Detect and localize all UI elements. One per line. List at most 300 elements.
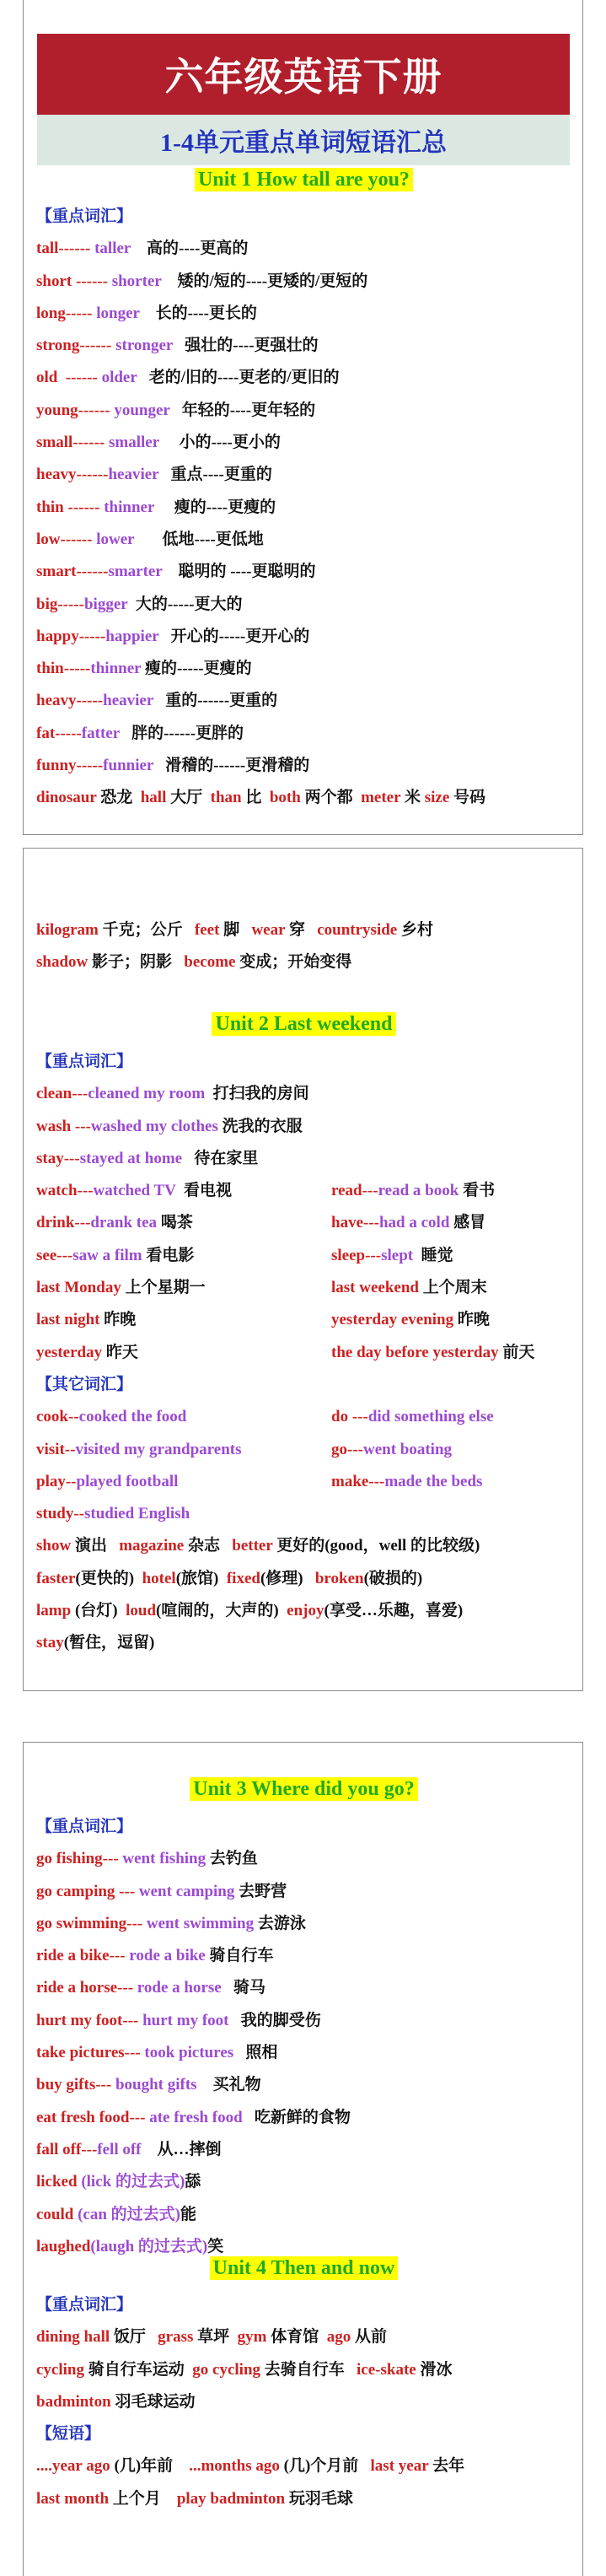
vocab-line — [36, 1843, 576, 1875]
english-term: shorter — [111, 272, 162, 290]
vocab-line — [36, 459, 576, 491]
english-term: thin ------ — [36, 498, 105, 516]
english-term: go--- — [331, 1440, 363, 1458]
english-term: studied English — [84, 1505, 190, 1523]
english-term: went boating — [362, 1440, 453, 1458]
english-term: ice-skate — [357, 2360, 416, 2379]
english-term: young------ — [36, 401, 115, 419]
english-term: go camping --- — [36, 1882, 139, 1900]
chinese-meaning: 去骑自行车 — [260, 2360, 357, 2379]
english-term: slept — [381, 1246, 414, 1264]
vocab-line — [36, 2321, 576, 2353]
english-term: thin----- — [36, 660, 91, 678]
english-term: shadow — [36, 953, 88, 972]
english-term: go swimming--- — [36, 1914, 147, 1932]
vocab-line — [36, 2354, 576, 2386]
chinese-meaning: 骑马 — [221, 1979, 265, 1997]
unit-1-vocab-continued — [36, 914, 576, 979]
english-term: ....year ago — [36, 2457, 110, 2476]
chinese-meaning: 重的------更重的 — [153, 692, 278, 710]
vocab-line — [36, 1175, 576, 1207]
english-term: ate fresh food — [149, 2108, 243, 2126]
vocab-line — [36, 1078, 576, 1110]
english-term: lamp — [36, 1602, 72, 1620]
english-term: become — [184, 953, 236, 972]
vocab-line — [36, 782, 576, 814]
chinese-meaning: 看电视 — [175, 1182, 233, 1200]
chinese-meaning: 低地----更低地 — [134, 530, 264, 548]
chinese-meaning: 前天 — [498, 1343, 535, 1361]
english-term: thinner — [104, 498, 155, 516]
english-term: had a cold — [378, 1214, 450, 1232]
chinese-meaning: 重点----更重的 — [158, 466, 272, 484]
vocab-line — [36, 1940, 576, 1972]
english-term: wear — [251, 921, 286, 939]
english-term: (can 的过去式) — [78, 2205, 181, 2223]
english-term: sleep--- — [331, 1246, 382, 1264]
vocab-line — [36, 1466, 576, 1498]
english-term: play badminton — [176, 2489, 286, 2508]
vocab-line — [36, 1111, 576, 1143]
unit-1-vocab-list — [36, 201, 576, 815]
chinese-meaning: 脚 — [219, 921, 252, 939]
english-term: fell off — [97, 2140, 142, 2158]
vocab-line — [36, 685, 576, 717]
chinese-meaning: 从…摔倒 — [141, 2140, 222, 2158]
chinese-meaning: 演出 — [71, 1537, 120, 1555]
english-term: yesterday — [36, 1343, 103, 1361]
chinese-meaning: 睡觉 — [413, 1246, 453, 1264]
vocab-line — [36, 1972, 576, 2004]
english-term: take pictures--- — [36, 2044, 145, 2062]
chinese-meaning: 大的-----更大的 — [127, 595, 243, 613]
chinese-meaning: 胖的------更胖的 — [119, 724, 244, 742]
chinese-meaning: (旅馆) — [175, 1569, 227, 1587]
english-term: see--- — [36, 1246, 73, 1264]
english-term: dinosaur — [36, 789, 97, 807]
english-term: made the beds — [384, 1472, 483, 1490]
english-term: smarter — [108, 563, 163, 581]
chinese-meaning: (修理) — [260, 1569, 315, 1587]
english-term: better — [232, 1537, 273, 1555]
vocab-line — [36, 266, 576, 298]
english-term: dining hall — [36, 2328, 110, 2347]
chinese-meaning: 感冒 — [449, 1214, 486, 1232]
english-term: kilogram — [36, 921, 99, 939]
english-term: long----- — [36, 304, 97, 322]
chinese-meaning: 小的----更小的 — [158, 434, 281, 452]
english-term: ride a horse--- — [36, 1979, 137, 1997]
english-term: visit-- — [36, 1440, 76, 1458]
vocab-line — [36, 2102, 576, 2134]
english-term: stronger — [115, 337, 173, 355]
english-term: wash --- — [36, 1117, 91, 1135]
english-term: took pictures — [144, 2044, 234, 2062]
english-term: watch--- — [36, 1182, 94, 1200]
english-term: went fishing — [122, 1850, 206, 1868]
chinese-meaning: 饭厅 — [110, 2328, 158, 2347]
vocab-line — [36, 362, 576, 394]
english-term: feet — [194, 921, 220, 939]
vocab-line — [36, 201, 576, 233]
document-subtitle: 1-4单元重点单词短语汇总 — [37, 115, 570, 165]
english-term: big----- — [36, 595, 84, 613]
chinese-meaning: 千克；公斤 — [98, 921, 195, 939]
chinese-meaning: 穿 — [285, 921, 318, 939]
vocab-line — [36, 2386, 576, 2418]
english-term: gym — [237, 2328, 267, 2347]
english-term: low------ — [36, 530, 97, 548]
english-term: stay--- — [36, 1149, 80, 1167]
chinese-meaning: (几)个月前 — [279, 2457, 371, 2476]
english-term: watched TV — [93, 1182, 176, 1200]
vocab-line-second-column — [331, 1272, 487, 1304]
chinese-meaning: 大厅 — [166, 789, 211, 807]
english-term: cycling — [36, 2360, 84, 2379]
vocab-line — [36, 2005, 576, 2037]
english-term: went camping — [138, 1882, 235, 1900]
english-term: hurt my foot--- — [36, 2011, 143, 2029]
english-term: laughed — [36, 2237, 91, 2255]
chinese-meaning: (享受…乐趣，喜爱) — [324, 1602, 464, 1620]
english-term: old ------ — [36, 369, 102, 387]
vocab-line — [36, 233, 576, 265]
english-term: play-- — [36, 1472, 77, 1490]
english-term: hurt my foot — [142, 2011, 229, 2029]
english-term: broken — [314, 1569, 364, 1587]
page-1 — [23, 0, 583, 835]
english-term: (lick 的过去式) — [81, 2173, 185, 2191]
english-term: stay — [36, 1634, 64, 1652]
chinese-meaning: 米 — [400, 789, 425, 807]
chinese-meaning: 更好的(good，well 的比较级) — [272, 1537, 480, 1555]
vocab-line — [36, 946, 576, 978]
english-term: younger — [114, 401, 170, 419]
vocab-line — [36, 2199, 576, 2231]
unit-4-heading: Unit 4 Then and now — [24, 2257, 584, 2280]
unit-4-vocab-list — [36, 2289, 576, 2515]
english-term: the day before yesterday — [331, 1343, 499, 1361]
chinese-meaning: 恐龙 — [96, 789, 141, 807]
vocab-line-second-column — [331, 1207, 485, 1239]
english-term: saw a film — [72, 1246, 142, 1264]
english-term: small------ — [36, 434, 109, 452]
chinese-meaning: 滑稽的------更滑稽的 — [153, 757, 310, 775]
chinese-meaning: 影子；阴影 — [88, 953, 185, 972]
english-term: smart------ — [36, 563, 109, 581]
english-term: last night — [36, 1311, 100, 1329]
chinese-meaning: 体育馆 — [266, 2328, 327, 2347]
english-term: tall------ — [36, 240, 95, 258]
english-term: fatter — [81, 724, 120, 742]
chinese-meaning: (喧闹的，大声的) — [156, 1602, 287, 1620]
vocab-line — [36, 1240, 576, 1272]
chinese-meaning: 草坪 — [193, 2328, 238, 2347]
chinese-meaning: 乡村 — [397, 921, 433, 939]
chinese-meaning: 号码 — [449, 789, 486, 807]
english-term: cook-- — [36, 1408, 79, 1426]
vocab-line — [36, 589, 576, 621]
english-term: study-- — [36, 1505, 85, 1523]
english-term: read a book — [378, 1182, 459, 1200]
vocab-line — [36, 1272, 576, 1304]
unit-2-heading: Unit 2 Last weekend — [24, 1013, 584, 1036]
vocab-line — [36, 492, 576, 524]
chinese-meaning: 老的/旧的----更老的/更旧的 — [137, 369, 340, 387]
english-term: did something else — [367, 1408, 494, 1426]
english-term: older — [101, 369, 137, 387]
vocab-line — [36, 1908, 576, 1940]
english-term: smaller — [109, 434, 159, 452]
chinese-meaning: (台灯) — [71, 1602, 126, 1620]
chinese-meaning: 去游泳 — [254, 1914, 306, 1932]
vocab-line — [36, 1304, 576, 1336]
chinese-meaning: 喝茶 — [157, 1214, 193, 1232]
vocab-line — [36, 2166, 576, 2198]
english-term: yesterday evening — [331, 1311, 454, 1329]
chinese-meaning: 昨晚 — [453, 1311, 490, 1329]
english-term: meter — [361, 789, 401, 807]
section-label: 【其它词汇】 — [36, 1375, 133, 1393]
vocab-line-second-column — [331, 1401, 494, 1433]
chinese-meaning: 变成；开始变得 — [235, 953, 352, 972]
page-3 — [23, 1742, 583, 2576]
chinese-meaning: 去钓鱼 — [206, 1850, 258, 1868]
english-term: washed my clothes — [90, 1117, 218, 1135]
english-term: taller — [94, 240, 131, 258]
english-term: longer — [96, 304, 140, 322]
vocab-line — [36, 1627, 576, 1659]
vocab-line — [36, 1369, 576, 1401]
english-term: have--- — [331, 1214, 379, 1232]
english-term: ago — [326, 2328, 351, 2347]
english-term: rode a bike — [129, 1947, 206, 1965]
english-term: go cycling — [192, 2360, 261, 2379]
section-label: 【重点词汇】 — [36, 207, 133, 225]
chinese-meaning: 舔 — [185, 2173, 201, 2191]
chinese-meaning: 照相 — [233, 2044, 278, 2062]
english-term: heavier — [103, 692, 153, 710]
chinese-meaning: 上个周末 — [418, 1279, 487, 1297]
chinese-meaning: 高的----更高的 — [131, 240, 249, 258]
chinese-meaning: 打扫我的房间 — [205, 1085, 309, 1103]
english-term: make--- — [331, 1472, 385, 1490]
english-term: last month — [36, 2489, 110, 2508]
english-term: than — [210, 789, 242, 807]
vocab-line — [36, 1337, 576, 1369]
page-2 — [23, 848, 583, 1691]
vocab-line-second-column — [331, 1434, 452, 1466]
english-term: lower — [96, 530, 135, 548]
english-term: grass — [158, 2328, 194, 2347]
vocab-line-second-column — [331, 1240, 453, 1272]
vocab-line — [36, 1530, 576, 1562]
chinese-meaning: 看书 — [459, 1182, 496, 1200]
english-term: read--- — [331, 1182, 378, 1200]
english-term: happier — [105, 627, 159, 645]
vocab-line — [36, 2483, 576, 2515]
chinese-meaning: 买礼物 — [196, 2076, 261, 2094]
document-title: 六年级英语下册 — [37, 34, 570, 115]
vocab-line — [36, 750, 576, 782]
chinese-meaning: 待在家里 — [182, 1149, 259, 1167]
english-term: could — [36, 2205, 78, 2223]
chinese-meaning: 昨天 — [102, 1343, 138, 1361]
chinese-meaning: 上个月 — [109, 2489, 177, 2508]
vocab-line — [36, 427, 576, 459]
english-term: last Monday — [36, 1279, 121, 1297]
english-term: strong------ — [36, 337, 116, 355]
section-label: 【短语】 — [36, 2425, 101, 2444]
english-term: faster — [36, 1569, 76, 1587]
chinese-meaning: 聪明的 ----更聪明的 — [162, 563, 316, 581]
vocab-line — [36, 914, 576, 946]
vocab-line — [36, 2069, 576, 2101]
english-term: funny----- — [36, 757, 104, 775]
chinese-meaning: (暂住，逗留) — [63, 1634, 155, 1652]
english-term: happy----- — [36, 627, 106, 645]
vocab-line — [36, 1143, 576, 1175]
chinese-meaning: 比 — [241, 789, 270, 807]
english-term: countryside — [317, 921, 398, 939]
chinese-meaning: 骑自行车 — [205, 1947, 274, 1965]
english-term: buy gifts--- — [36, 2076, 115, 2094]
chinese-meaning: 两个都 — [300, 789, 362, 807]
chinese-meaning: 强壮的----更强壮的 — [173, 337, 319, 355]
english-term: fall off--- — [36, 2140, 98, 2158]
chinese-meaning: 开心的-----更开心的 — [158, 627, 310, 645]
chinese-meaning: 去年 — [428, 2457, 465, 2476]
english-term: stayed at home — [79, 1149, 183, 1167]
english-term: short ------ — [36, 272, 112, 290]
vocab-line — [36, 2134, 576, 2166]
chinese-meaning: (几)年前 — [110, 2457, 190, 2476]
english-term: last weekend — [331, 1279, 419, 1297]
chinese-meaning: 瘦的-----更瘦的 — [141, 660, 252, 678]
vocab-line-second-column — [331, 1337, 534, 1369]
vocab-line — [36, 653, 576, 685]
english-term: last year — [370, 2457, 429, 2476]
english-term: (laugh 的过去式) — [90, 2237, 208, 2255]
english-term: cleaned my room — [88, 1085, 206, 1103]
chinese-meaning: 昨晚 — [99, 1311, 137, 1329]
chinese-meaning: (破损的) — [363, 1569, 423, 1587]
vocab-line — [36, 1046, 576, 1078]
english-term: visited my grandparents — [75, 1440, 242, 1458]
vocab-line — [36, 1563, 576, 1595]
chinese-meaning: 去野营 — [234, 1882, 287, 1900]
english-term: licked — [36, 2173, 82, 2191]
section-label: 【重点词汇】 — [36, 1818, 133, 1835]
vocab-line — [36, 524, 576, 556]
vocab-line — [36, 1876, 576, 1908]
section-label: 【重点词汇】 — [36, 1053, 133, 1070]
english-term: ride a bike--- — [36, 1947, 130, 1965]
english-term: fixed — [226, 1569, 260, 1587]
english-term: hotel — [142, 1569, 176, 1587]
english-term: show — [36, 1537, 72, 1555]
chinese-meaning: 滑冰 — [416, 2360, 453, 2379]
english-term: heavier — [108, 466, 159, 484]
chinese-meaning: 从前 — [351, 2328, 388, 2347]
english-term: cooked the food — [78, 1408, 187, 1426]
chinese-meaning: 年轻的----更年轻的 — [169, 401, 316, 419]
english-term: fat----- — [36, 724, 82, 742]
english-term: enjoy — [287, 1602, 324, 1620]
vocab-line — [36, 621, 576, 653]
chinese-meaning: 看电影 — [142, 1246, 195, 1264]
english-term: drink--- — [36, 1214, 91, 1232]
chinese-meaning: 杂志 — [184, 1537, 233, 1555]
vocab-line — [36, 330, 576, 362]
vocab-line — [36, 1401, 576, 1433]
english-term: magazine — [119, 1537, 185, 1555]
english-term: drank tea — [90, 1214, 158, 1232]
english-term: heavy----- — [36, 692, 104, 710]
english-term: loud — [126, 1602, 157, 1620]
chinese-meaning: 玩羽毛球 — [285, 2489, 353, 2508]
chinese-meaning: 吃新鲜的食物 — [242, 2108, 351, 2126]
english-term: clean--- — [36, 1085, 88, 1103]
chinese-meaning: 骑自行车运动 — [84, 2360, 193, 2379]
english-term: ...months ago — [189, 2457, 280, 2476]
chinese-meaning: 羽毛球运动 — [110, 2392, 196, 2411]
english-term: size — [424, 789, 450, 807]
chinese-meaning: 长的----更长的 — [139, 304, 257, 322]
english-term: heavy------ — [36, 466, 109, 484]
vocab-line — [36, 395, 576, 427]
vocab-line — [36, 718, 576, 750]
english-term: both — [269, 789, 301, 807]
vocab-line — [36, 556, 576, 588]
english-term: bigger — [83, 595, 128, 613]
vocab-line — [36, 1595, 576, 1627]
vocab-line — [36, 2418, 576, 2450]
english-term: bought gifts — [115, 2076, 197, 2094]
chinese-meaning: 洗我的衣服 — [217, 1117, 303, 1135]
english-term: played football — [76, 1472, 179, 1490]
unit-3-vocab-list — [36, 1811, 576, 2263]
chinese-meaning: 能 — [180, 2205, 197, 2223]
english-term: hall — [140, 789, 167, 807]
vocab-line-second-column — [331, 1304, 490, 1336]
chinese-meaning: 矮的/短的----更矮的/更短的 — [161, 272, 368, 290]
vocab-line-second-column — [331, 1175, 495, 1207]
chinese-meaning: 笑 — [207, 2237, 224, 2255]
vocab-line — [36, 1498, 576, 1530]
english-term: rode a horse — [137, 1979, 222, 1997]
english-term: badminton — [36, 2392, 111, 2411]
english-term: went swimming — [146, 1914, 255, 1932]
unit-1-heading: Unit 1 How tall are you? — [24, 169, 584, 191]
vocab-line — [36, 1811, 576, 1843]
unit-3-heading: Unit 3 Where did you go? — [24, 1778, 584, 1801]
vocab-line — [36, 1207, 576, 1239]
english-term: do --- — [331, 1408, 368, 1426]
chinese-meaning: 上个星期一 — [121, 1279, 206, 1297]
vocab-line — [36, 1434, 576, 1466]
vocab-line — [36, 298, 576, 330]
chinese-meaning: (更快的) — [75, 1569, 142, 1587]
vocab-line-second-column — [331, 1466, 482, 1498]
english-term: thinner — [90, 660, 142, 678]
chinese-meaning: 瘦的----更瘦的 — [154, 498, 276, 516]
vocab-line — [36, 2037, 576, 2069]
chinese-meaning: 我的脚受伤 — [228, 2011, 321, 2029]
english-term: funnier — [103, 757, 154, 775]
english-term: eat fresh food--- — [36, 2108, 150, 2126]
vocab-line — [36, 2450, 576, 2482]
